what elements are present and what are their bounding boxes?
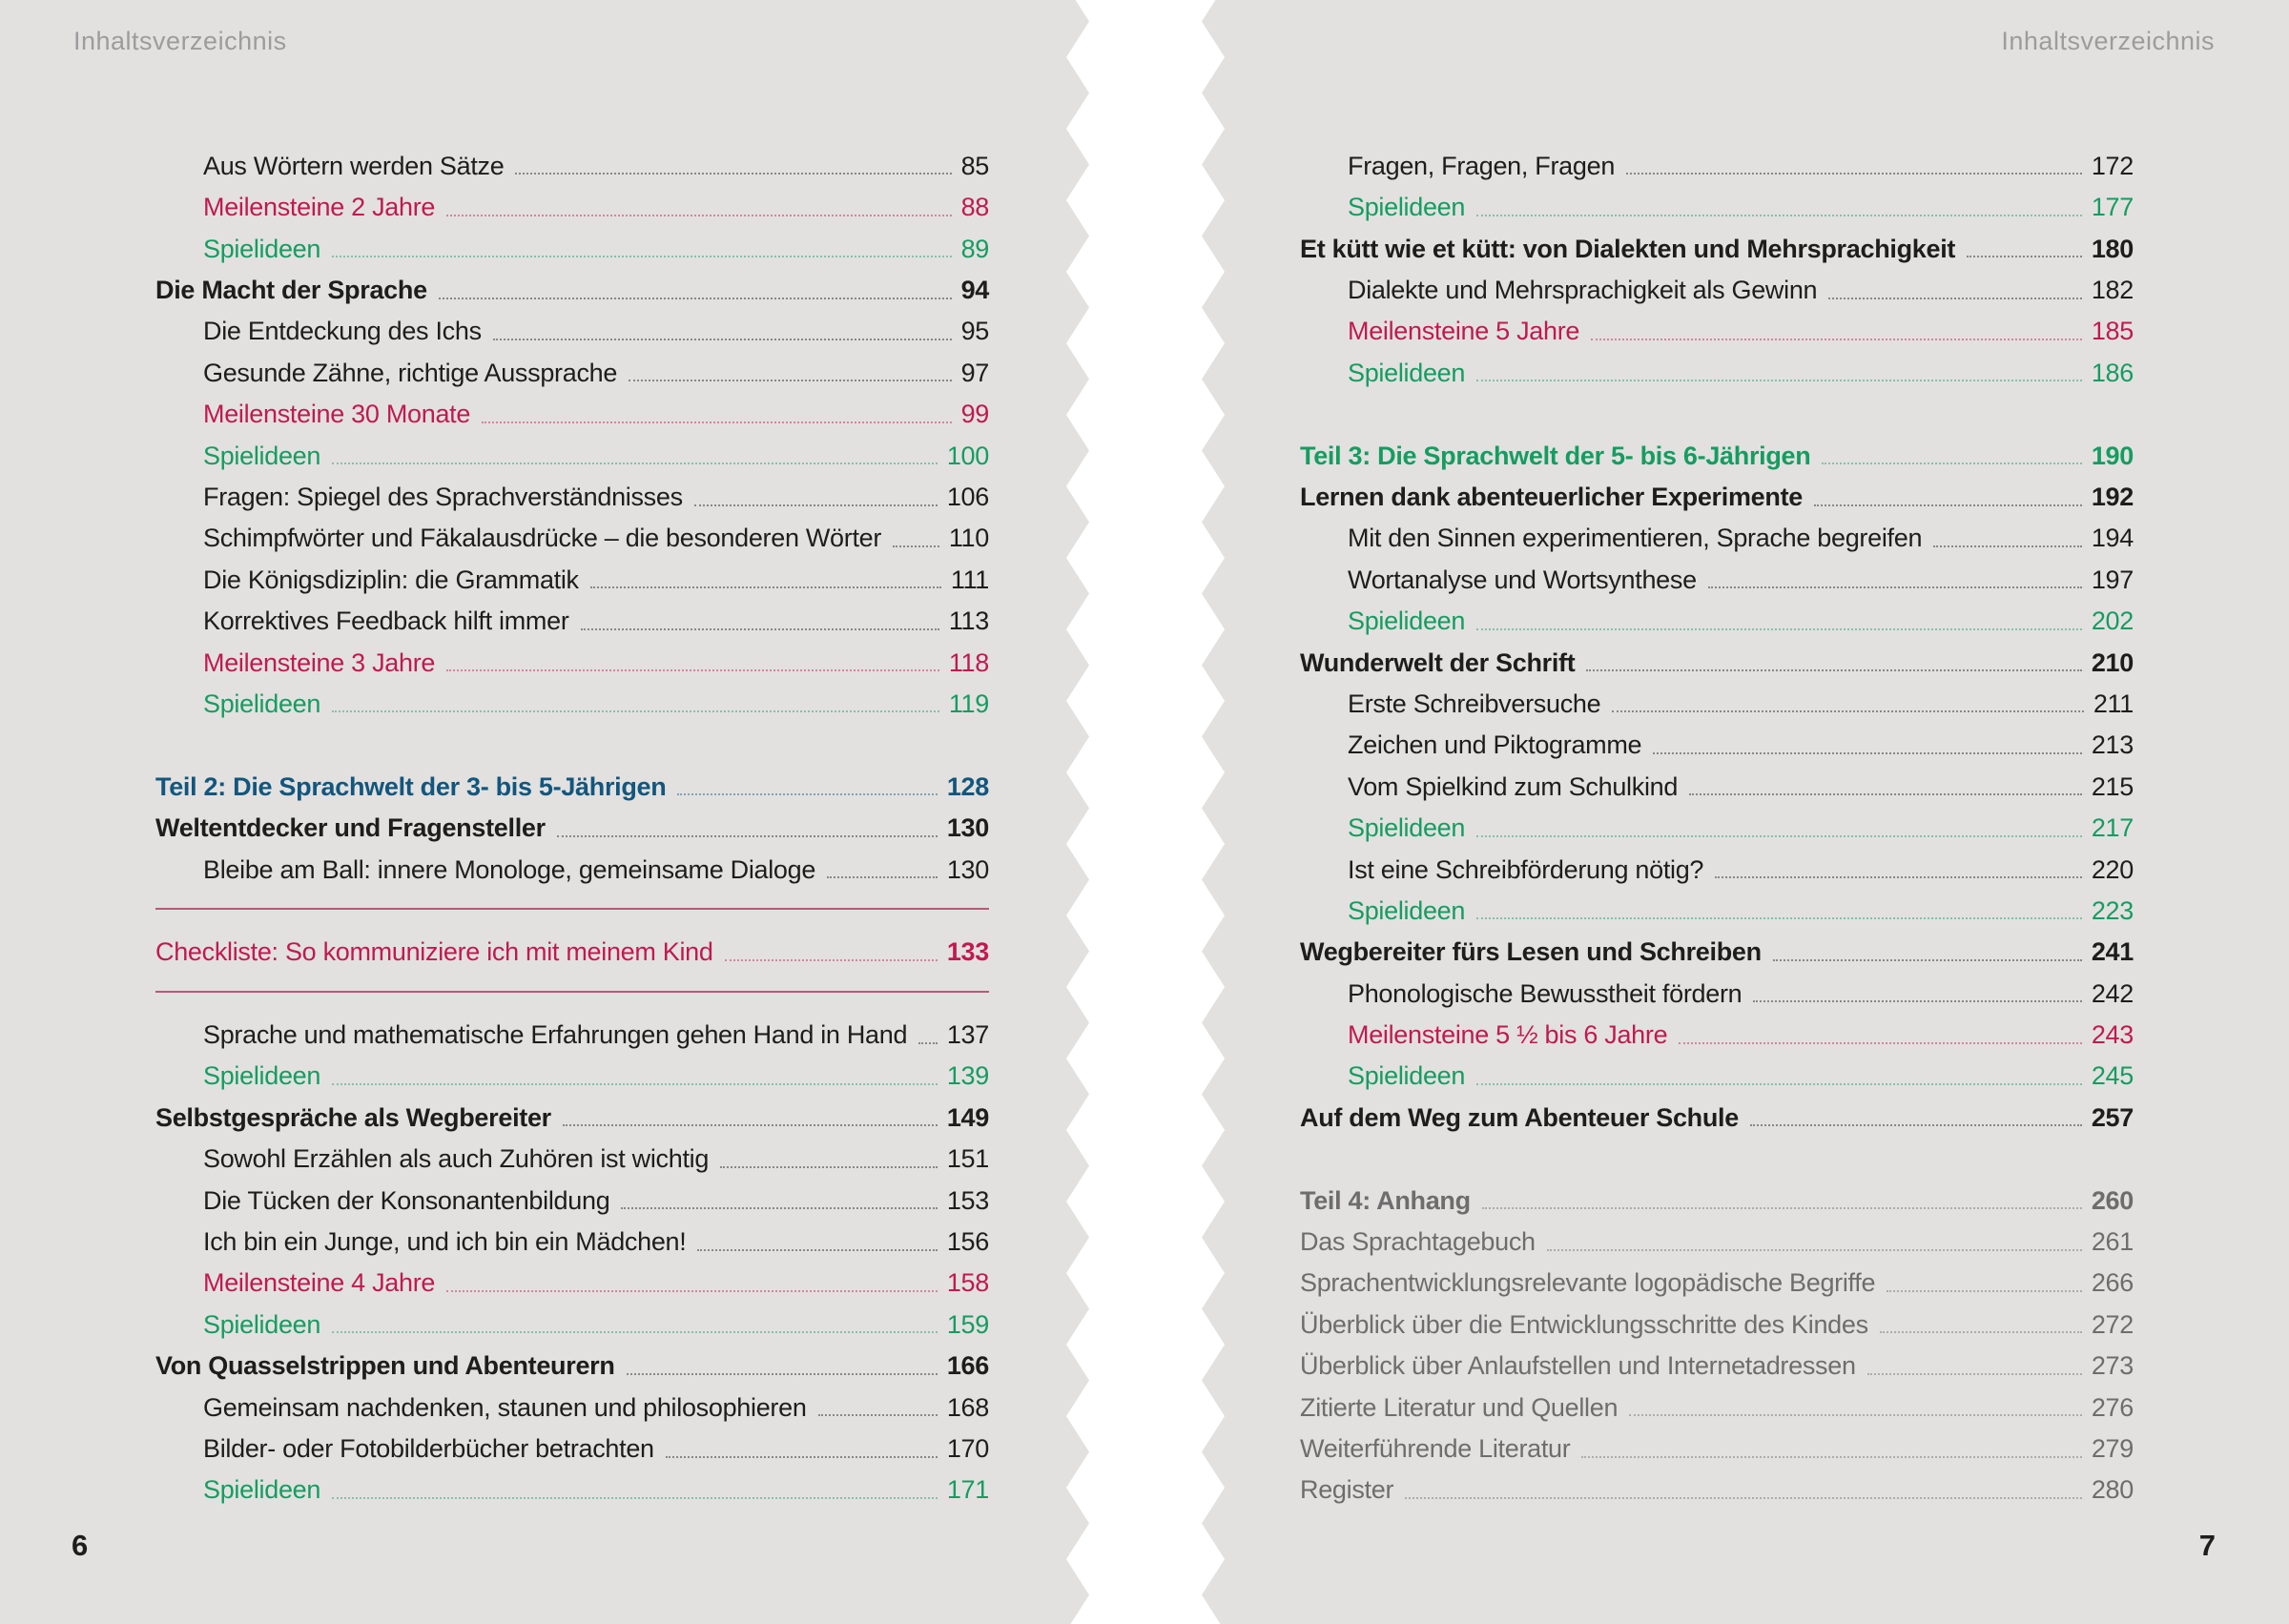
toc-entry-title: Die Tücken der Konsonantenbildung — [203, 1185, 610, 1215]
dotted-leader — [621, 1207, 937, 1209]
dotted-leader — [439, 298, 952, 299]
toc-entry-title: Meilensteine 30 Monate — [203, 400, 471, 429]
toc-entry-title: Vom Spielkind zum Schulkind — [1348, 771, 1679, 801]
toc-entry-title: Spielideen — [203, 441, 321, 470]
toc-entry-page: 280 — [2091, 1475, 2134, 1505]
dotted-leader — [1933, 545, 2082, 547]
toc-entry-page: 99 — [960, 400, 989, 429]
toc-gap — [1300, 1136, 2134, 1177]
dotted-leader — [697, 1249, 937, 1251]
toc-row — [155, 309, 989, 350]
toc-row — [155, 267, 989, 308]
toc-entry-page: 94 — [960, 276, 989, 305]
toc-row — [155, 1012, 989, 1053]
dotted-leader — [1967, 256, 2082, 257]
dotted-leader — [446, 669, 939, 671]
toc-entry-title: Aus Wörtern werden Sätze — [203, 151, 505, 180]
toc-entry-page: 153 — [946, 1185, 989, 1215]
toc-row — [155, 391, 989, 432]
toc-row — [1300, 516, 2134, 557]
toc-row — [155, 557, 989, 598]
toc-row — [1300, 1426, 2134, 1467]
toc-row — [1300, 1095, 2134, 1136]
toc-row — [1300, 474, 2134, 515]
toc-entry-page: 133 — [946, 937, 989, 967]
toc-row — [155, 1468, 989, 1509]
toc-entry-title: Meilensteine 2 Jahre — [203, 193, 436, 222]
toc-row — [155, 1426, 989, 1467]
toc-entry-page: 241 — [2091, 937, 2134, 967]
toc-row — [155, 1343, 989, 1384]
dotted-leader — [590, 586, 941, 588]
dotted-leader — [666, 1456, 938, 1458]
dotted-leader — [332, 256, 951, 257]
dotted-leader — [1679, 1042, 2082, 1044]
toc-entry-title: Register — [1300, 1475, 1394, 1505]
toc-entry-title: Gesunde Zähne, richtige Aussprache — [203, 358, 618, 387]
running-head-left: Inhaltsverzeichnis — [73, 27, 287, 55]
toc-entry-title: Auf dem Weg zum Abenteuer Schule — [1300, 1102, 1739, 1132]
toc-entry-page: 168 — [946, 1392, 989, 1422]
dotted-leader — [1653, 752, 2082, 754]
toc-entry-page: 185 — [2091, 317, 2134, 346]
toc-entry-title: Bleibe am Ball: innere Monologe, gemeinsame Dialoge — [203, 854, 816, 884]
dotted-leader — [694, 504, 938, 506]
toc-row — [1300, 184, 2134, 225]
toc-entry-title: Sowohl Erzählen als auch Zuhören ist wichtig — [203, 1144, 710, 1174]
toc-entry-page: 257 — [2091, 1102, 2134, 1132]
toc-entry-title: Spielideen — [203, 1309, 321, 1339]
toc-row — [1300, 226, 2134, 267]
toc-row — [155, 847, 989, 888]
toc-entry-title: Zeichen und Piktogramme — [1348, 730, 1642, 760]
toc-entry-page: 242 — [2091, 978, 2134, 1008]
toc-entry-page: 97 — [960, 358, 989, 387]
toc-entry-page: 149 — [946, 1102, 989, 1132]
toc-entry-title: Meilensteine 3 Jahre — [203, 648, 436, 677]
toc-row — [1300, 971, 2134, 1012]
toc-entry-title: Lernen dank abenteuerlicher Experimente — [1300, 482, 1803, 511]
toc-entry-title: Korrektives Feedback hilft immer — [203, 606, 569, 636]
dotted-leader — [1591, 339, 2082, 340]
toc-entry-page: 89 — [960, 234, 989, 263]
toc-entry-title: Bilder- oder Fotobilderbücher betrachten — [203, 1433, 654, 1463]
toc-entry-title: Die Macht der Sprache — [155, 276, 427, 305]
checklist-rule-line — [155, 908, 989, 910]
toc-row — [155, 1054, 989, 1095]
toc-entry-title: Teil 3: Die Sprachwelt der 5- bis 6-Jährigen — [1300, 441, 1811, 470]
dotted-leader — [1612, 710, 2084, 712]
toc-row — [155, 1095, 989, 1136]
dotted-leader — [557, 835, 938, 837]
toc-entry-title: Meilensteine 5 ½ bis 6 Jahre — [1348, 1020, 1668, 1050]
toc-entry-title: Spielideen — [203, 689, 321, 718]
toc-entry-page: 210 — [2091, 648, 2134, 677]
toc-entry-page: 260 — [2091, 1185, 2134, 1215]
checklist-rule — [155, 971, 989, 1012]
toc-entry-page: 106 — [946, 482, 989, 511]
toc-entry-title: Et kütt wie et kütt: von Dialekten und Mehrsprachigkeit — [1300, 234, 1956, 263]
toc-entry-page: 192 — [2091, 482, 2134, 511]
toc-entry-title: Fragen, Fragen, Fragen — [1348, 151, 1616, 180]
toc-entry-title: Meilensteine 4 Jahre — [203, 1268, 436, 1298]
toc-entry-title: Wortanalyse und Wortsynthese — [1348, 565, 1697, 594]
toc-row — [1300, 888, 2134, 929]
toc-entry-page: 182 — [2091, 276, 2134, 305]
toc-entry-page: 217 — [2091, 813, 2134, 843]
toc-row — [1300, 681, 2134, 722]
dotted-leader — [446, 215, 951, 216]
toc-row — [155, 226, 989, 267]
toc-row — [155, 474, 989, 515]
dotted-leader — [515, 173, 951, 175]
toc-row — [1300, 640, 2134, 681]
dotted-leader — [1715, 876, 2082, 878]
toc-entry-page: 110 — [948, 524, 989, 553]
toc-entry-page: 243 — [2091, 1020, 2134, 1050]
toc-entry-page: 88 — [960, 193, 989, 222]
toc-entry-page: 261 — [2091, 1227, 2134, 1257]
dotted-leader — [827, 876, 938, 878]
toc-entry-page: 166 — [946, 1351, 989, 1381]
toc-row — [155, 143, 989, 184]
dotted-leader — [1753, 1000, 2081, 1002]
toc-row — [1300, 1178, 2134, 1219]
toc-row — [1300, 1468, 2134, 1509]
toc-entry-page: 158 — [946, 1268, 989, 1298]
toc-entry-page: 276 — [2091, 1392, 2134, 1422]
toc-entry-page: 151 — [946, 1144, 989, 1174]
toc-entry-title: Teil 2: Die Sprachwelt der 3- bis 5-Jährigen — [155, 771, 667, 801]
toc-entry-title: Sprache und mathematische Erfahrungen gehen Hand in Hand — [203, 1020, 908, 1050]
toc-row — [155, 1136, 989, 1177]
toc-entry-title: Wunderwelt der Schrift — [1300, 648, 1576, 677]
toc-row — [1300, 433, 2134, 474]
dotted-leader — [1482, 1207, 2082, 1209]
toc-row — [1300, 847, 2134, 888]
dotted-leader — [918, 1042, 938, 1044]
toc-entry-page: 156 — [946, 1227, 989, 1257]
dotted-leader — [1689, 793, 2082, 795]
toc-row — [1300, 1219, 2134, 1260]
dotted-leader — [818, 1414, 938, 1416]
dotted-leader — [1476, 835, 2082, 837]
dotted-leader — [1629, 1414, 2082, 1416]
toc-row — [155, 681, 989, 722]
toc-entry-page: 194 — [2091, 524, 2134, 553]
dotted-leader — [332, 1497, 938, 1499]
toc-entry-title: Gemeinsam nachdenken, staunen und philosophieren — [203, 1392, 807, 1422]
toc-entry-title: Spielideen — [1348, 606, 1466, 636]
dotted-leader — [1828, 298, 2082, 299]
dotted-leader — [1476, 380, 2082, 381]
dotted-leader — [1626, 173, 2082, 175]
toc-entry-title: Teil 4: Anhang — [1300, 1185, 1471, 1215]
toc-entry-page: 213 — [2091, 730, 2134, 760]
toc-entry-page: 215 — [2091, 771, 2134, 801]
dotted-leader — [720, 1166, 938, 1168]
toc-entry-page: 128 — [946, 771, 989, 801]
toc-row — [1300, 929, 2134, 970]
dotted-leader — [493, 339, 952, 340]
toc-entry-page: 279 — [2091, 1433, 2134, 1463]
toc-entry-page: 186 — [2091, 358, 2134, 387]
toc-entry-page: 100 — [946, 441, 989, 470]
toc-row — [1300, 805, 2134, 846]
toc-entry-title: Spielideen — [1348, 358, 1466, 387]
dotted-leader — [332, 463, 938, 464]
toc-entry-page: 111 — [950, 565, 989, 594]
toc-entry-title: Checkliste: So kommuniziere ich mit meinem Kind — [155, 937, 713, 967]
toc-entry-title: Spielideen — [203, 1061, 321, 1091]
toc-entry-page: 130 — [946, 854, 989, 884]
toc-entry-title: Die Königsdiziplin: die Grammatik — [203, 565, 579, 594]
toc-entry-page: 170 — [946, 1433, 989, 1463]
checklist-rule-line — [155, 991, 989, 993]
dotted-leader — [1773, 959, 2082, 961]
toc-row — [155, 350, 989, 391]
dotted-leader — [1814, 504, 2082, 506]
toc-entry-title: Fragen: Spiegel des Sprachverständnisses — [203, 482, 683, 511]
toc-entry-page: 95 — [960, 317, 989, 346]
toc-entry-title: Überblick über Anlaufstellen und Internetadressen — [1300, 1351, 1856, 1381]
dotted-leader — [1476, 1083, 2082, 1085]
toc-entry-page: 172 — [2091, 151, 2134, 180]
running-head-right: Inhaltsverzeichnis — [2001, 27, 2215, 55]
toc-entry-title: Zitierte Literatur und Quellen — [1300, 1392, 1619, 1422]
toc-entry-title: Die Entdeckung des Ichs — [203, 317, 482, 346]
toc-entry-title: Wegbereiter fürs Lesen und Schreiben — [1300, 937, 1762, 967]
toc-row — [1300, 598, 2134, 639]
torn-page-divider — [1055, 0, 1236, 1624]
toc-entry-title: Phonologische Bewusstheit fördern — [1348, 978, 1743, 1008]
toc-row — [1300, 309, 2134, 350]
dotted-leader — [1547, 1249, 2082, 1251]
toc-row — [1300, 764, 2134, 805]
toc-entry-title: Schimpfwörter und Fäkalausdrücke – die besonderen Wörter — [203, 524, 882, 553]
toc-entry-page: 85 — [960, 151, 989, 180]
toc-row — [1300, 557, 2134, 598]
toc-row — [1300, 722, 2134, 763]
dotted-leader — [1476, 917, 2082, 919]
dotted-leader — [1880, 1331, 2082, 1333]
toc-entry-title: Das Sprachtagebuch — [1300, 1227, 1536, 1257]
dotted-leader — [1586, 669, 2081, 671]
toc-row — [1300, 1012, 2134, 1053]
toc-entry-title: Dialekte und Mehrsprachigkeit als Gewinn — [1348, 276, 1818, 305]
page-number-left: 6 — [72, 1529, 89, 1562]
dotted-leader — [1867, 1373, 2082, 1375]
dotted-leader — [629, 380, 951, 381]
toc-entry-page: 137 — [946, 1020, 989, 1050]
toc-row — [1300, 1054, 2134, 1095]
toc-entry-page: 245 — [2091, 1061, 2134, 1091]
toc-column-right — [1300, 143, 2134, 1509]
toc-row — [1300, 143, 2134, 184]
toc-entry-title: Weltentdecker und Fragensteller — [155, 813, 546, 843]
dotted-leader — [893, 545, 939, 547]
dotted-leader — [1822, 463, 2081, 464]
toc-gap — [1300, 391, 2134, 432]
toc-row — [1300, 1343, 2134, 1384]
toc-row — [155, 1385, 989, 1426]
toc-column-left — [155, 143, 989, 1509]
dotted-leader — [677, 793, 937, 795]
toc-row — [155, 764, 989, 805]
toc-entry-page: 130 — [946, 813, 989, 843]
dotted-leader — [1750, 1124, 2082, 1126]
dotted-leader — [332, 710, 939, 712]
toc-row — [155, 929, 989, 970]
dotted-leader — [627, 1373, 938, 1375]
toc-entry-title: Sprachentwicklungsrelevante logopädische Begriffe — [1300, 1268, 1876, 1298]
toc-entry-page: 190 — [2091, 441, 2134, 470]
dotted-leader — [1887, 1290, 2082, 1292]
dotted-leader — [1476, 215, 2082, 216]
toc-row — [155, 1178, 989, 1219]
toc-entry-page: 119 — [948, 689, 989, 718]
toc-entry-title: Mit den Sinnen experimentieren, Sprache begreifen — [1348, 524, 1923, 553]
toc-entry-page: 139 — [946, 1061, 989, 1091]
dotted-leader — [1405, 1497, 2082, 1499]
toc-entry-page: 211 — [2093, 689, 2134, 718]
checklist-rule — [155, 888, 989, 929]
toc-row — [155, 1219, 989, 1260]
dotted-leader — [482, 421, 951, 423]
toc-row — [1300, 350, 2134, 391]
toc-entry-page: 220 — [2091, 854, 2134, 884]
toc-entry-page: 273 — [2091, 1351, 2134, 1381]
toc-gap — [155, 722, 989, 763]
toc-entry-page: 159 — [946, 1309, 989, 1339]
toc-entry-title: Spielideen — [203, 1475, 321, 1505]
toc-entry-page: 118 — [948, 648, 989, 677]
toc-entry-title: Ich bin ein Junge, und ich bin ein Mädchen! — [203, 1227, 687, 1257]
toc-row — [1300, 1302, 2134, 1343]
toc-row — [155, 805, 989, 846]
toc-entry-title: Spielideen — [203, 234, 321, 263]
toc-entry-title: Spielideen — [1348, 813, 1466, 843]
dotted-leader — [563, 1124, 938, 1126]
toc-row — [1300, 1261, 2134, 1302]
toc-row — [155, 433, 989, 474]
toc-entry-title: Von Quasselstrippen und Abenteurern — [155, 1351, 615, 1381]
dotted-leader — [581, 628, 939, 630]
page-number-right: 7 — [2198, 1529, 2216, 1562]
toc-entry-title: Ist eine Schreibförderung nötig? — [1348, 854, 1704, 884]
toc-entry-title: Spielideen — [1348, 1061, 1466, 1091]
toc-row — [155, 598, 989, 639]
toc-entry-title: Meilensteine 5 Jahre — [1348, 317, 1580, 346]
dotted-leader — [725, 959, 938, 961]
toc-entry-title: Spielideen — [1348, 193, 1466, 222]
toc-entry-title: Spielideen — [1348, 895, 1466, 925]
dotted-leader — [1708, 586, 2082, 588]
toc-entry-page: 272 — [2091, 1309, 2134, 1339]
toc-entry-page: 180 — [2091, 234, 2134, 263]
toc-entry-page: 202 — [2091, 606, 2134, 636]
toc-row — [155, 516, 989, 557]
toc-entry-title: Erste Schreibversuche — [1348, 689, 1601, 718]
dotted-leader — [446, 1290, 938, 1292]
toc-row — [155, 640, 989, 681]
toc-row — [155, 1302, 989, 1343]
toc-entry-page: 266 — [2091, 1268, 2134, 1298]
toc-row — [1300, 267, 2134, 308]
toc-row — [155, 1261, 989, 1302]
toc-entry-title: Selbstgespräche als Wegbereiter — [155, 1102, 551, 1132]
toc-row — [155, 184, 989, 225]
toc-entry-page: 113 — [948, 606, 989, 636]
dotted-leader — [332, 1331, 938, 1333]
toc-entry-page: 197 — [2091, 565, 2134, 594]
dotted-leader — [1476, 628, 2082, 630]
toc-entry-title: Überblick über die Entwicklungsschritte des Kindes — [1300, 1309, 1868, 1339]
toc-entry-title: Weiterführende Literatur — [1300, 1433, 1571, 1463]
toc-entry-page: 171 — [946, 1475, 989, 1505]
dotted-leader — [1581, 1456, 2081, 1458]
toc-entry-page: 177 — [2091, 193, 2134, 222]
dotted-leader — [332, 1083, 938, 1085]
toc-entry-page: 223 — [2091, 895, 2134, 925]
toc-row — [1300, 1385, 2134, 1426]
